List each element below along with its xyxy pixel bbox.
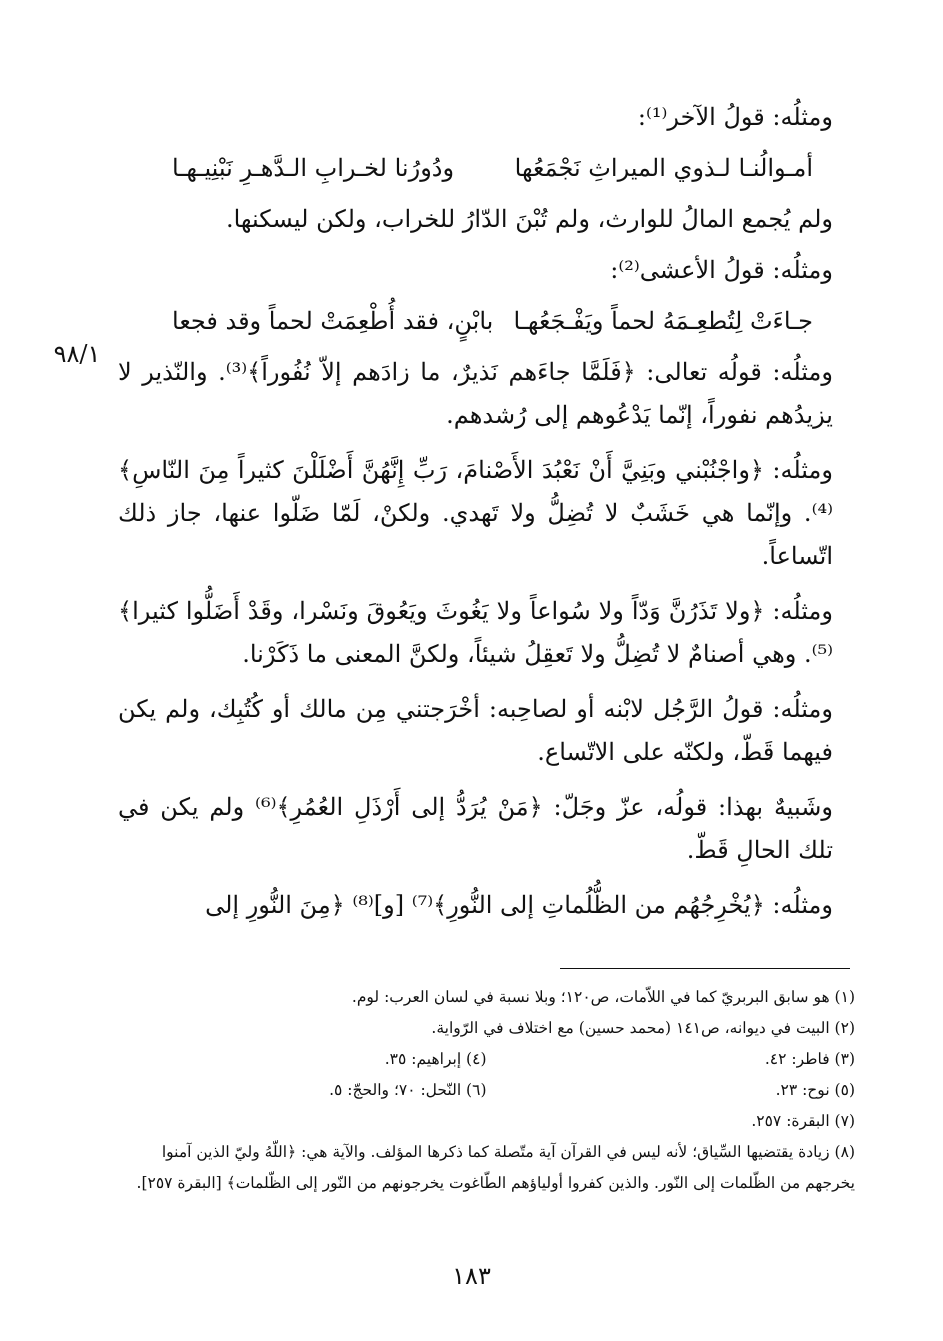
paragraph-7: ومثلُه: قولُ الرَّجُل لابْنه أو لصاحِبه: أخْرَجتني مِن مالك أو كُتُبِك، ولم يكن فيهما قَطّ، ولكنّه على الاتّساع. (118, 695, 833, 766)
paragraph-9: ومثلُه: ﴿يُخْرِجُهُم من الظُّلُماتِ إلى النُّورِ﴾⁽⁷⁾ [و]⁽⁸⁾ ﴿مِنَ النُّورِ إلى (205, 891, 833, 919)
footnote-7: (٧) البقرة: ٢٥٧. (751, 1112, 855, 1130)
footnote-4: (٤) إبراهيم: ٣٥. (384, 1050, 487, 1068)
paragraph-3: ومثلُه: قولُ الأعشى⁽²⁾: (610, 256, 833, 284)
footnote-5: (٥) نوح: ٢٣. (775, 1081, 855, 1099)
footnote-2: (٢) البيت في ديوانه، ص١٤١ (محمد حسين) مع اختلاف في الرّواية. (431, 1019, 855, 1037)
footnote-3: (٣) فاطر: ٤٢. (764, 1050, 855, 1068)
margin-reference: ٩٨/١ (53, 340, 101, 368)
verse-2-second-hemistich: بابْنٍ، فقد أُطْعِمَتْ لحماً وقد فجعا (172, 307, 494, 335)
footnote-1: (١) هو سابق البربريّ كما في اللاّمات، ص١٢٠؛ وبلا نسبة في لسان العرب: لوم. (351, 988, 855, 1006)
paragraph-8: وشَبيهٌ بهذا: قولُه، عزّ وجَلّ: ﴿مَنْ يُرَدُّ إلى أَرْذَلِ العُمُرِ﴾⁽⁶⁾ ولم يكن في تلك الحالِ قَطّ. (118, 793, 833, 864)
footnote-separator (560, 968, 850, 969)
verse-2 (118, 300, 833, 343)
paragraph-6: ومثلُه: ﴿ولا تَذَرُنَّ وَدّاً ولا سُواعاً ولا يَغُوثَ ويَعُوقَ ونَسْرا، وقَدْ أَضَلُّوا كثيرا﴾⁽⁵⁾. وهي أصنامٌ لا تُضِلُّ ولا تَعقِلُ شيئاً، ولكنَّ المعنى ما ذَكَرْنا. (118, 597, 833, 668)
footnote-row-3-4 (118, 1044, 855, 1075)
verse-2-first-hemistich: جـاءَتْ لِتُطعِـمَهُ لحماً ويَفْـجَعُهـا (513, 307, 813, 335)
paragraph-4: ومثلُه: قولُه تعالى: ﴿فَلَمَّا جاءَهم نَذيرٌ، ما زادَهم إلاّ نُفُوراً﴾⁽³⁾. والنّذير لا يزيدُهم نفوراً، إنّما يَدْعُوهم إلى رُشدهم. (118, 358, 833, 429)
verse-1-second-hemistich: ودُورُنا لخـرابِ الـدَّهـرِ نَبْنِيـهـا (172, 154, 455, 182)
verse-1-first-hemistich: أمـوالُنـا لـذوي الميراثِ نَجْمَعُها (514, 154, 813, 182)
footnote-row-5-6 (118, 1075, 855, 1106)
footnote-6: (٦) النّحل: ٧٠؛ والحجّ: ٥. (329, 1081, 487, 1099)
paragraph-2: ولم يُجمع المالُ للوارث، ولم تُبْنَ الدّارُ للخراب، ولكن ليسكنها. (225, 205, 833, 233)
paragraph-5: ومثلُه: ﴿واجْنُبْني وبَنِيَّ أَنْ نَعْبُدَ الأَصْنامَ، رَبِّ إِنَّهُنَّ أَضْلَلْنَ كثيراً مِنَ النّاسِ﴾⁽⁴⁾. وإنّما هي خَشَبٌ لا تُضِلُّ ولا تَهدي. ولكنْ، لَمّا ضَلّوا عنها، جاز ذلك اتّساعاً. (118, 456, 833, 570)
paragraph-1: ومثلُه: قولُ الآخر⁽¹⁾: (637, 103, 833, 131)
page-number: ١٨٣ (452, 1262, 491, 1290)
verse-1 (118, 147, 833, 190)
footnote-8: (٨) زيادة يقتضيها السِّياق؛ لأنه ليس في القرآن آية متّصلة كما ذكرها المؤلف. والآية هي: ﴿اللّهُ وليّ الذين آمنوا يخرجهم من الظّلمات إلى النّور. والذين كفروا أولياؤهم الطّاغوت يخرجونهم من النّور إلى الظّلمات﴾ [البقرة ٢٥٧]. (136, 1143, 855, 1192)
main-text (118, 96, 833, 939)
footnotes (118, 982, 855, 1199)
